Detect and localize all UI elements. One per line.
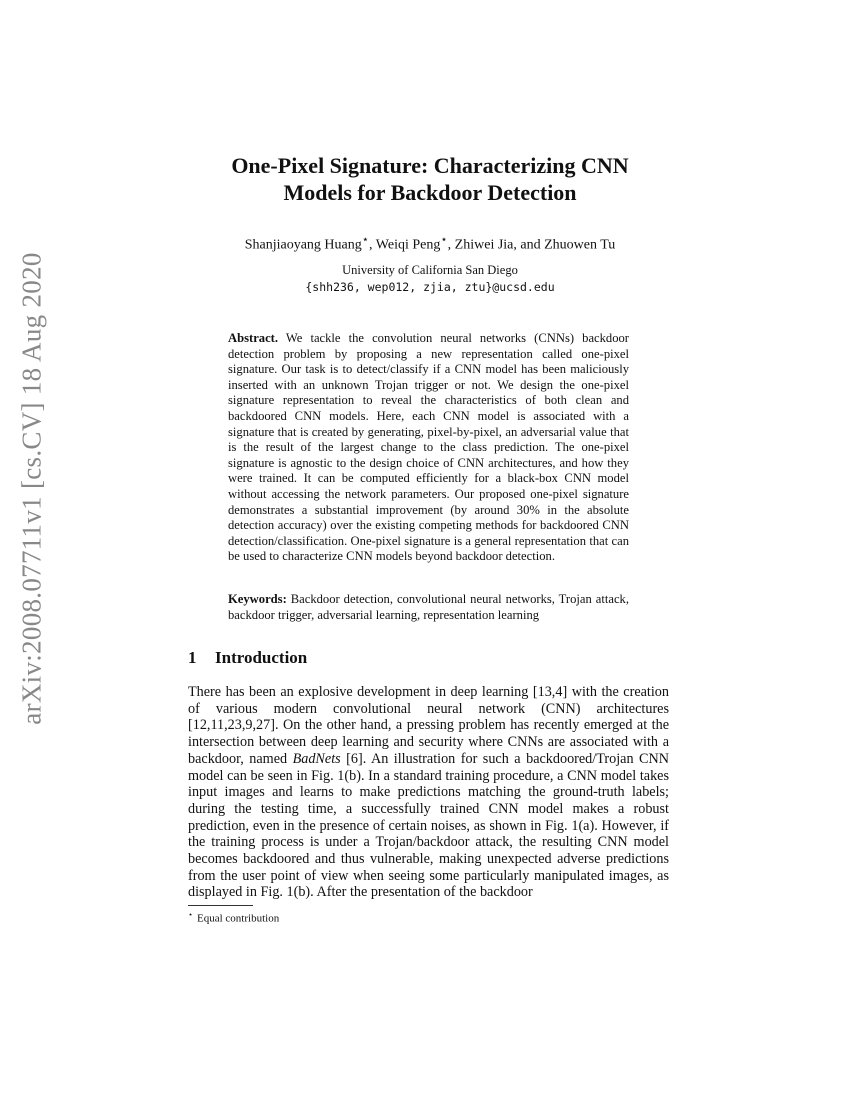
paper-title [160, 152, 700, 206]
footnote-text: Equal contribution [197, 912, 280, 925]
paper-title-line-2: Models for Backdoor Detection [283, 180, 577, 205]
section-heading-introduction [188, 648, 307, 668]
author-name: Shanjiaoyang Huang [244, 237, 362, 253]
keywords-label: Keywords: [228, 592, 287, 606]
author-separator: , and [513, 237, 545, 253]
footnote-rule [188, 905, 253, 906]
author-list [160, 232, 700, 254]
keywords-text: Backdoor detection, convolutional neural networks, Trojan attack, backdoor trigger, adversarial learning, representation learning [228, 592, 629, 622]
arxiv-identifier [8, 251, 56, 725]
author-separator: , [447, 237, 455, 253]
author-separator: , [369, 237, 376, 253]
paper-title-line-1: One-Pixel Signature: Characterizing CNN [231, 153, 629, 178]
abstract-text: We tackle the convolution neural networks (CNNs) backdoor detection problem by proposing a new representation called one-pixel signature. Our task is to detect/classify if a CNN model has been maliciously inserted with an unknown Trojan trigger or not. We design the one-pixel signature representation to reveal the characteristics of both clean and backdoored CNN models. Here, each CNN model is associated with a signature that is created by generating, pixel-by-pixel, an adversarial value that is the result of the largest change to the class prediction. The one-pixel signature is agnostic to the design choice of CNN architectures, and how they were trained. It can be computed efficiently for a black-box CNN model without accessing the network parameters. Our proposed one-pixel signature demonstrates a substantial improvement (by around 30% in the absolute detection accuracy) over the existing competing methods for backdoored CNN detection/classification. One-pixel signature is a general representation that can be used to characterize CNN models beyond backdoor detection. [228, 331, 629, 564]
author-emails: {shh236, wep012, zjia, ztu}@ucsd.edu [305, 280, 555, 294]
intro-text-part-2: [6]. An illustration for such a backdoored/Trojan CNN model can be seen in Fig. 1(b). In a standard training procedure, a CNN model takes input images and learns to make predictions matching the ground-truth labels; during the testing time, a successfully trained CNN model makes a robust prediction, even in the presence of certain noises, as shown in Fig. 1(a). However, if the training process is under a Trojan/backdoor attack, the resulting CNN model becomes backdoored and thus vulnerable, making unexpected adverse predictions from the user point of view when seeing some particularly manipulated images, as displayed in Fig. 1(b). After the presentation of the backdoor [188, 750, 669, 901]
author-name: Zhiwei Jia [454, 237, 514, 253]
section-number: 1 [188, 648, 197, 667]
equal-contribution-mark: ⋆ [361, 233, 370, 246]
footnote [188, 910, 279, 925]
equal-contribution-mark: ⋆ [440, 233, 448, 246]
footnote-mark: ⋆ [188, 910, 194, 919]
author-name: Zhuowen Tu [544, 237, 616, 253]
section-title: Introduction [215, 648, 308, 667]
badnets-term: BadNets [292, 750, 341, 767]
author-affiliation: University of California San Diego [342, 263, 518, 277]
abstract-label: Abstract. [228, 331, 279, 345]
introduction-paragraph [188, 684, 669, 901]
keywords [228, 592, 629, 623]
abstract [228, 331, 629, 565]
arxiv-identifier-text: arXiv:2008.07711v1 [cs.CV] 18 Aug 2020 [16, 251, 47, 725]
intro-text-part-1: There has been an explosive development in deep learning [13,4] with the creation of various modern convolutional neural network (CNN) architectures [12,11,23,9,27]. On the other hand, a pressing problem has recently emerged at the intersection between deep learning and security where CNNs are associated with a backdoor, named [188, 684, 669, 767]
author-name: Weiqi Peng [375, 237, 441, 253]
